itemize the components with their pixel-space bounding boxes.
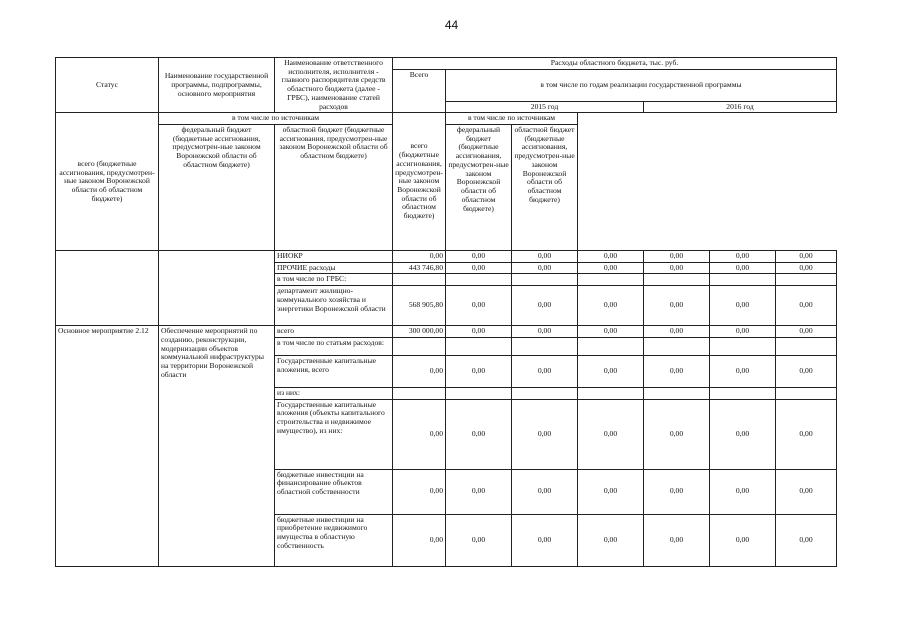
header-2015-by-sources: в том числе по источникам [159,113,393,125]
row-label: бюджетные инвестиции на финансирование объектов областной собственности [275,469,393,514]
row-label: всего [275,326,393,338]
header-row-4 [56,113,837,125]
row-value: 0,00 [446,326,512,338]
header-2015-all: всего (бюджетные ассигнования, предусмотрен-ные законом Воронежской области об областном бюджете) [56,113,159,251]
row-value: 0,00 [446,286,512,326]
row-value: 0,00 [710,355,776,387]
header-by-years: в том числе по годам реализации государственной программы [446,69,837,101]
row-label: в том числе по ГРБС: [275,274,393,286]
row-value: 0,00 [446,251,512,263]
row-value: 0,00 [578,262,644,274]
header-row-1 [56,58,837,70]
row-value: 0,00 [446,355,512,387]
row-value [446,387,512,399]
row-label: бюджетные инвестиции на приобретение недвижимого имущества в областную собственность [275,514,393,566]
row-value: 0,00 [776,251,837,263]
row-value: 0,00 [776,262,837,274]
row-value [446,337,512,355]
row-value [512,387,578,399]
row-value: 0,00 [776,355,837,387]
header-2016-by-sources: в том числе по источникам [446,113,578,125]
table-row [56,326,837,338]
header-row-5 [56,125,837,251]
row-value: 0,00 [710,326,776,338]
row-value: 0,00 [512,286,578,326]
row-value [776,337,837,355]
program-cell-empty [159,251,275,326]
header-year-2015: 2015 год [446,101,644,113]
row-value: 0,00 [776,399,837,469]
header-status: Статус [56,58,159,113]
row-value: 0,00 [578,469,644,514]
row-total: 300 000,00 [393,326,446,338]
row-total [393,337,446,355]
row-value: 0,00 [578,326,644,338]
page-number: 44 [444,18,459,32]
row-value: 0,00 [710,286,776,326]
row-total: 568 905,80 [393,286,446,326]
row-label: Государственные капитальные вложения (объекты капитального строительства и недвижимое имущество), из них: [275,399,393,469]
row-value: 0,00 [776,326,837,338]
row-value: 0,00 [710,262,776,274]
row-value: 0,00 [446,514,512,566]
header-year-2016: 2016 год [644,101,837,113]
row-value [644,337,710,355]
header-2016-regional: областной бюджет (бюджетные ассигнования, предусмотрен-ные законом Воронежской области об областном бюджете) [512,125,578,251]
row-value: 0,00 [446,262,512,274]
row-value: 0,00 [512,514,578,566]
row-value [776,274,837,286]
header-2016-federal: федеральный бюджет (бюджетные ассигнования, предусмотрен-ные законом Воронежской области об областном бюджете) [446,125,512,251]
row-value: 0,00 [512,262,578,274]
row-value: 0,00 [710,251,776,263]
row-value: 0,00 [512,326,578,338]
status-cell-empty [56,251,159,326]
row-value: 0,00 [776,514,837,566]
row-value: 0,00 [644,251,710,263]
row-total [393,387,446,399]
row-value: 0,00 [512,399,578,469]
row-label: ПРОЧИЕ расходы [275,262,393,274]
table-row [56,251,837,263]
row-value: 0,00 [644,469,710,514]
row-value [644,387,710,399]
row-label: НИОКР [275,251,393,263]
row-value: 0,00 [578,399,644,469]
row-value [578,387,644,399]
row-value: 0,00 [644,286,710,326]
measure-status: Основное мероприятие 2.12 [56,326,159,566]
row-value [578,337,644,355]
row-value [512,274,578,286]
row-value [446,274,512,286]
row-value: 0,00 [578,514,644,566]
row-value: 0,00 [644,399,710,469]
row-value: 0,00 [776,469,837,514]
header-2015-federal: федеральный бюджет (бюджетные ассигнования, предусмотрен-ные законом Воронежской области об областном бюджете) [159,125,275,251]
measure-name: Обеспечение мероприятий по созданию, реконструкции, модернизации объектов коммунальной инфраструктуры на территории Воронежской области [159,326,275,566]
row-value: 0,00 [512,355,578,387]
row-label: Государственные капитальные вложения, всего [275,355,393,387]
row-label: департамент жилищно-коммунального хозяйства и энергетики Воронежской области [275,286,393,326]
header-expenses-title: Расходы областного бюджета, тыс. руб. [393,58,837,70]
row-value: 0,00 [644,326,710,338]
row-total [393,274,446,286]
row-value [710,274,776,286]
row-value: 0,00 [578,355,644,387]
row-value [578,274,644,286]
row-value: 0,00 [446,469,512,514]
row-value: 0,00 [644,355,710,387]
header-executor: Наименование ответственного исполнителя, исполнителя - главного распорядителя средств областного бюджета (далее - ГРБС), наименование статей расходов [275,58,393,113]
row-value [710,387,776,399]
row-total: 0,00 [393,469,446,514]
header-total: Всего [393,69,446,113]
row-value [710,337,776,355]
row-total: 0,00 [393,251,446,263]
header-2015-regional: областной бюджет (бюджетные ассигнования, предусмотрен-ные законом Воронежской области об областном бюджете) [275,125,393,251]
row-value: 0,00 [578,251,644,263]
row-value: 0,00 [446,399,512,469]
header-program-name: Наименование государственной программы, подпрограммы, основного мероприятия [159,58,275,113]
row-value: 0,00 [776,286,837,326]
row-value: 0,00 [512,469,578,514]
row-value: 0,00 [512,251,578,263]
row-value: 0,00 [644,262,710,274]
row-value: 0,00 [644,514,710,566]
header-2016-all: всего (бюджетные ассигнования, предусмотрен-ные законом Воронежской области об областном бюджете) [393,113,446,251]
row-value: 0,00 [578,286,644,326]
row-value: 0,00 [710,514,776,566]
row-total: 443 746,80 [393,262,446,274]
row-value [512,337,578,355]
row-total: 0,00 [393,514,446,566]
row-value: 0,00 [710,469,776,514]
row-label: в том числе по статьям расходов: [275,337,393,355]
row-value [776,387,837,399]
row-total: 0,00 [393,399,446,469]
row-value: 0,00 [710,399,776,469]
row-value [644,274,710,286]
budget-table [55,57,837,567]
row-label: из них: [275,387,393,399]
row-total: 0,00 [393,355,446,387]
